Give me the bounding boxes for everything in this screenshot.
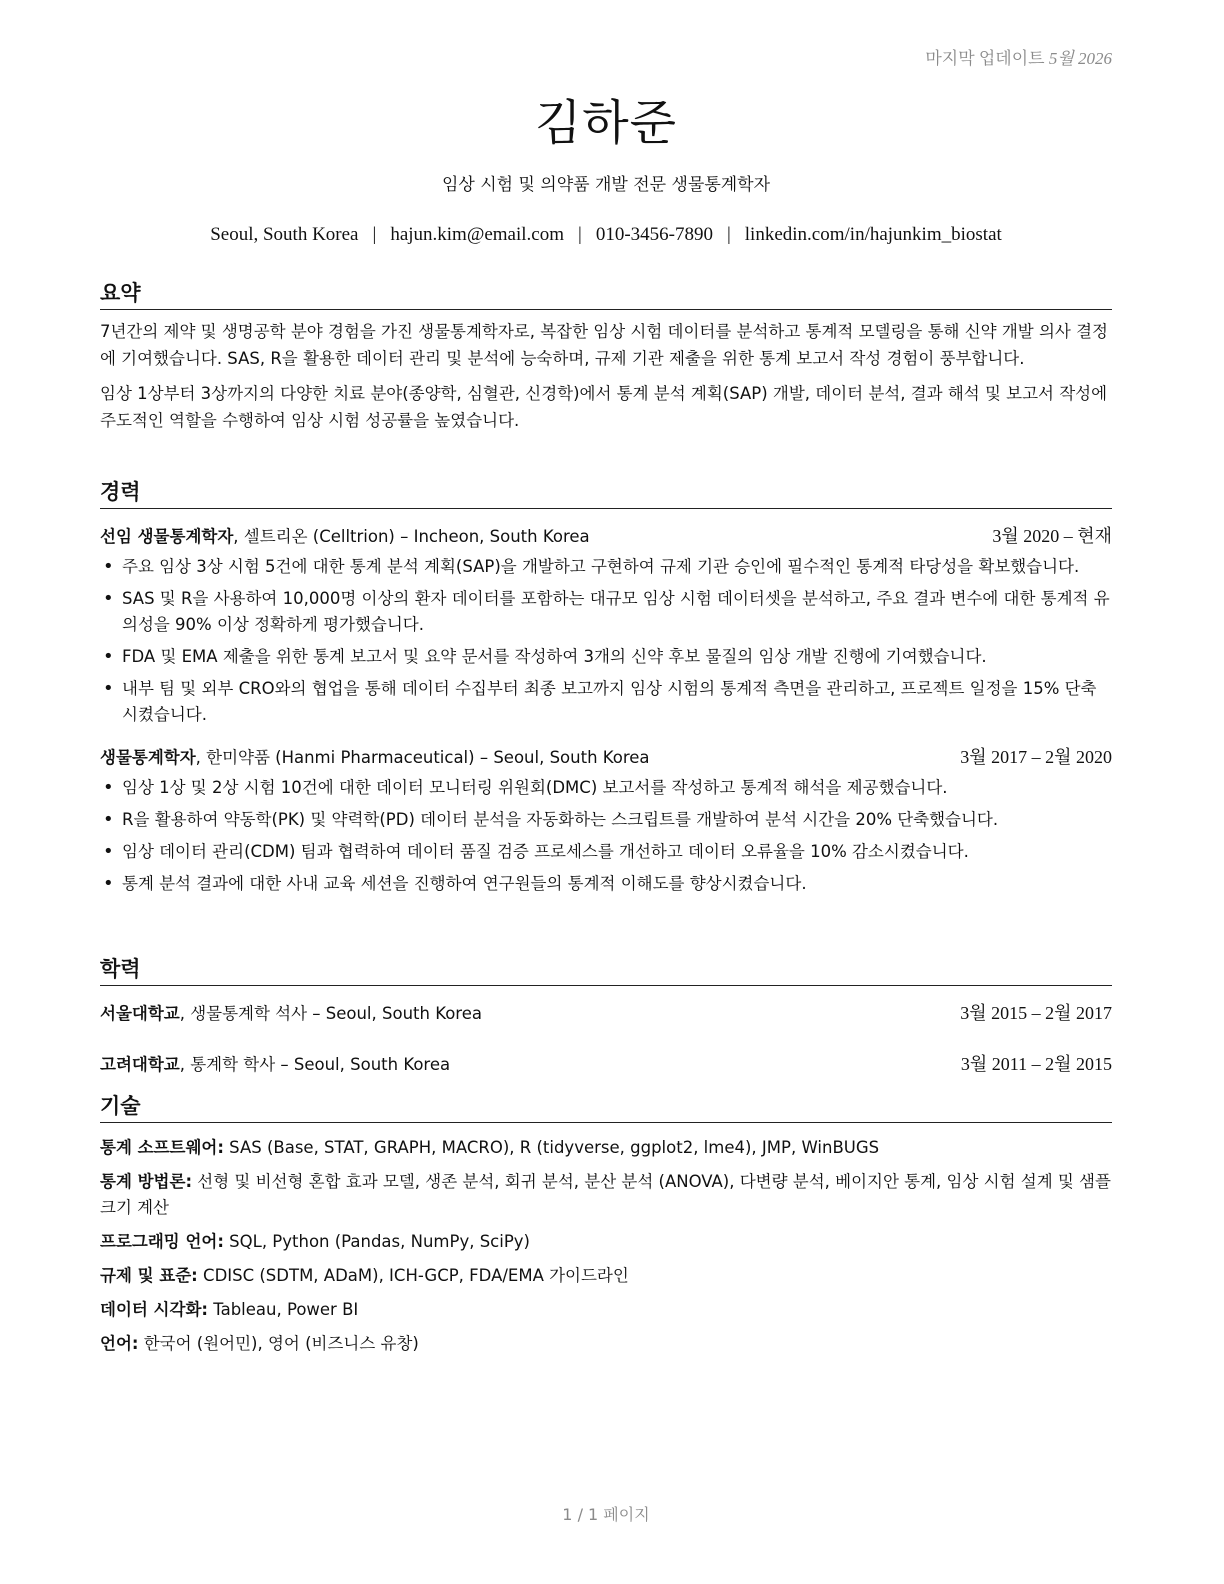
resume-page	[100, 0, 1112, 1584]
summary-section	[100, 277, 1112, 434]
job-header	[100, 523, 1112, 550]
page-number: 1 / 1 페이지	[562, 1505, 650, 1524]
summary-paragraph: 임상 1상부터 3상까지의 다양한 치료 분야(종양학, 심혈관, 신경학)에서 통계 분석 계획(SAP) 개발, 데이터 분석, 결과 해석 및 보고서 작성에 주도적인 역할을 수행하여 임상 시험 성공률을 높였습니다.	[100, 384, 1108, 430]
school-name: 고려대학교	[100, 1055, 180, 1074]
contact-line	[100, 224, 1112, 246]
section-title: 학력	[100, 953, 1112, 986]
job-role: 생물통계학자	[100, 748, 196, 767]
skill-value: 한국어 (원어민), 영어 (비즈니스 유창)	[138, 1334, 419, 1353]
job-bullet: • R을 활용하여 약동학(PK) 및 약력학(PD) 데이터 분석을 자동화하는 스크립트를 개발하여 분석 시간을 20% 단축했습니다.	[122, 807, 1112, 833]
skill-row	[100, 1169, 1112, 1221]
skill-label: 데이터 시각화:	[100, 1300, 208, 1319]
skill-value: SAS (Base, STAT, GRAPH, MACRO), R (tidyverse, ggplot2, lme4), JMP, WinBUGS	[223, 1138, 880, 1157]
skills-section	[100, 1090, 1112, 1365]
education-dates: 3월 2015 – 2월 2017	[960, 1003, 1112, 1023]
skill-row	[100, 1263, 1112, 1289]
skill-label: 언어:	[100, 1334, 139, 1353]
school-name: 서울대학교	[100, 1004, 180, 1023]
job-header	[100, 744, 1112, 771]
degree-detail: , 생물통계학 석사 – Seoul, South Korea	[179, 1004, 482, 1023]
skill-value: CDISC (SDTM, ADaM), ICH-GCP, FDA/EMA 가이드라인	[197, 1266, 629, 1285]
skill-label: 통계 소프트웨어:	[100, 1138, 224, 1157]
section-title: 요약	[100, 277, 1112, 310]
job-role: 선임 생물통계학자	[100, 527, 234, 546]
job-bullet: • 내부 팀 및 외부 CRO와의 협업을 통해 데이터 수집부터 최종 보고까지 임상 시험의 통계적 측면을 관리하고, 프로젝트 일정을 15% 단축시켰습니다.	[122, 676, 1112, 728]
skill-value: Tableau, Power BI	[207, 1300, 359, 1319]
headline: 임상 시험 및 의약품 개발 전문 생물통계학자	[441, 175, 771, 195]
degree-detail: , 통계학 학사 – Seoul, South Korea	[179, 1055, 451, 1074]
experience-section	[100, 476, 1112, 903]
last-updated-date: 5월 2026	[1048, 49, 1112, 68]
education-item	[100, 1000, 1112, 1027]
skill-value: 선형 및 비선형 혼합 효과 모델, 생존 분석, 회귀 분석, 분산 분석 (ANOVA), 다변량 분석, 베이지안 통계, 임상 시험 설계 및 샘플 크기 계산	[100, 1172, 1111, 1217]
contact-linkedin[interactable]: linkedin.com/in/hajunkim_biostat	[744, 224, 1002, 245]
job-dates: 3월 2017 – 2월 2020	[960, 747, 1112, 767]
contact-separator: |	[726, 224, 731, 245]
contact-location: Seoul, South Korea	[210, 224, 359, 245]
section-title: 기술	[100, 1090, 1112, 1123]
candidate-name: 김하준	[534, 95, 678, 151]
job-bullets	[100, 554, 1112, 728]
skill-label: 통계 방법론:	[100, 1172, 193, 1191]
job-company: , 셀트리온 (Celltrion) – Incheon, South Korea	[233, 527, 590, 546]
section-title: 경력	[100, 476, 1112, 509]
education-dates: 3월 2011 – 2월 2015	[960, 1054, 1112, 1074]
last-updated	[925, 44, 1112, 69]
education-item	[100, 1051, 1112, 1078]
contact-separator: |	[578, 224, 582, 245]
skill-row	[100, 1331, 1112, 1357]
skill-row	[100, 1229, 1112, 1255]
job-bullets	[100, 775, 1112, 897]
skill-value: SQL, Python (Pandas, NumPy, SciPy)	[223, 1232, 530, 1251]
skill-label: 규제 및 표준:	[100, 1266, 198, 1285]
job-company: , 한미약품 (Hanmi Pharmaceutical) – Seoul, South Korea	[195, 748, 650, 767]
summary-paragraph: 7년간의 제약 및 생명공학 분야 경험을 가진 생물통계학자로, 복잡한 임상 시험 데이터를 분석하고 통계적 모델링을 통해 신약 개발 의사 결정에 기여했습니다. SAS, R을 활용한 데이터 관리 및 분석에 능숙하며, 규제 기관 제출을 위한 통계 보고서 작성 경험이 풍부합니다.	[100, 322, 1108, 368]
job-bullet: • FDA 및 EMA 제출을 위한 통계 보고서 및 요약 문서를 작성하여 3개의 신약 후보 물질의 임상 개발 진행에 기여했습니다.	[122, 644, 1112, 670]
job-bullet: • SAS 및 R을 사용하여 10,000명 이상의 환자 데이터를 포함하는 대규모 임상 시험 데이터셋을 분석하고, 주요 결과 변수에 대한 통계적 유의성을 90% 이상 정확하게 평가했습니다.	[122, 586, 1112, 638]
skill-row	[100, 1297, 1112, 1323]
contact-separator: |	[372, 224, 377, 245]
skill-row	[100, 1135, 1112, 1161]
job-bullet: • 임상 데이터 관리(CDM) 팀과 협력하여 데이터 품질 검증 프로세스를 개선하고 데이터 오류율을 10% 감소시켰습니다.	[122, 839, 1112, 865]
job-dates: 3월 2020 – 현재	[992, 526, 1112, 546]
contact-phone: 010-3456-7890	[595, 224, 713, 245]
job-bullet: • 주요 임상 3상 시험 5건에 대한 통계 분석 계획(SAP)을 개발하고 구현하여 규제 기관 승인에 필수적인 통계적 타당성을 확보했습니다.	[122, 554, 1112, 580]
skill-label: 프로그래밍 언어:	[100, 1232, 224, 1251]
education-section	[100, 953, 1112, 1078]
job-bullet: • 임상 1상 및 2상 시험 10건에 대한 데이터 모니터링 위원회(DMC) 보고서를 작성하고 통계적 해석을 제공했습니다.	[122, 775, 1112, 801]
last-updated-label: 마지막 업데이트	[925, 49, 1045, 68]
job-bullet: • 통계 분석 결과에 대한 사내 교육 세션을 진행하여 연구원들의 통계적 이해도를 향상시켰습니다.	[122, 871, 1112, 897]
contact-email[interactable]: hajun.kim@email.com	[390, 224, 564, 245]
